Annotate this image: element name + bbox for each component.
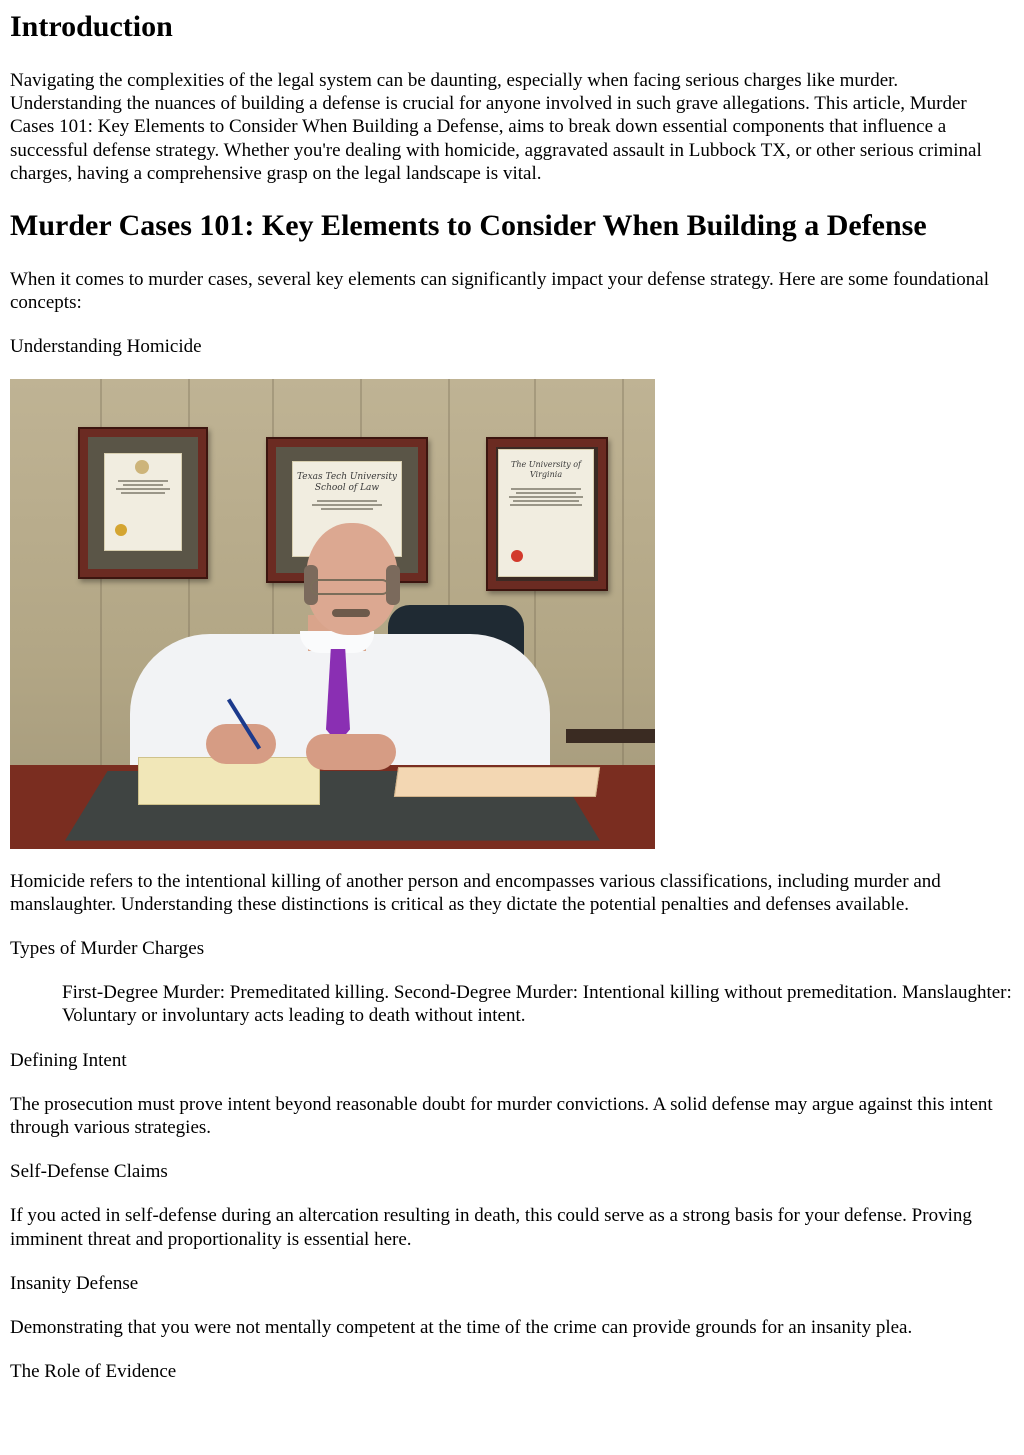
murder-charge-types-list: First-Degree Murder: Premeditated killing. Second-Degree Murder: Intentional killing without premeditation. Manslaughter: Voluntary or involuntary acts leading to death without intent. (62, 982, 1012, 1027)
topic-insanity-defense: Insanity Defense (10, 1272, 139, 1294)
topic-role-of-evidence: The Role of Evidence (10, 1361, 177, 1383)
intro-paragraph: Navigating the complexities of the legal system can be daunting, especially when facing serious charges like murder. Understanding the nuances of building a defense is crucial for anyone involved in such grave allegations. This article, Murder Cases 101: Key Elements to Consider When Building a Defense, aims to break down essential components that influence a successful defense strategy. Whether you're dealing with homicide, aggravated assault in Lubbock TX, or other serious criminal charges, having a comprehensive grasp on the legal landscape is vital. (10, 70, 982, 184)
glasses (310, 579, 390, 595)
topic-self-defense-claims: Self-Defense Claims (10, 1161, 168, 1183)
diploma-frame-right (486, 437, 608, 591)
diploma-right-title: The University of Virginia (510, 459, 581, 479)
self-defense-paragraph: If you acted in self-defense during an altercation resulting in death, this could serve as a strong basis for your defense. Proving imminent threat and proportionality is essential here. (10, 1205, 972, 1250)
homicide-paragraph: Homicide refers to the intentional killing of another person and encompasses various classifications, including murder and manslaughter. Understanding these distinctions is critical as they dictate the potential penalties and defenses available. (10, 870, 941, 915)
intent-paragraph: The prosecution must prove intent beyond reasonable doubt for murder convictions. A solid defense may argue against this intent through various strategies. (10, 1093, 993, 1139)
attorney-office-photo (10, 379, 655, 849)
stack-of-files-left (138, 757, 320, 805)
stack-of-files-right (394, 767, 600, 797)
diploma-frame-left (78, 427, 208, 579)
heading-murder-cases: Murder Cases 101: Key Elements to Consider When Building a Defense (10, 209, 927, 243)
topic-defining-intent: Defining Intent (10, 1049, 127, 1071)
main-paragraph: When it comes to murder cases, several key elements can significantly impact your defense strategy. Here are some foundational concepts: (10, 269, 990, 314)
article (0, 9, 1024, 1383)
side-table (566, 729, 655, 743)
topic-understanding-homicide: Understanding Homicide (10, 336, 202, 358)
diploma-middle-title: Texas Tech University School of Law (296, 471, 398, 493)
topic-types-of-murder-charges: Types of Murder Charges (10, 938, 205, 960)
heading-introduction: Introduction (10, 10, 173, 43)
insanity-paragraph: Demonstrating that you were not mentally competent at the time of the crime can provide grounds for an insanity plea. (10, 1317, 913, 1339)
